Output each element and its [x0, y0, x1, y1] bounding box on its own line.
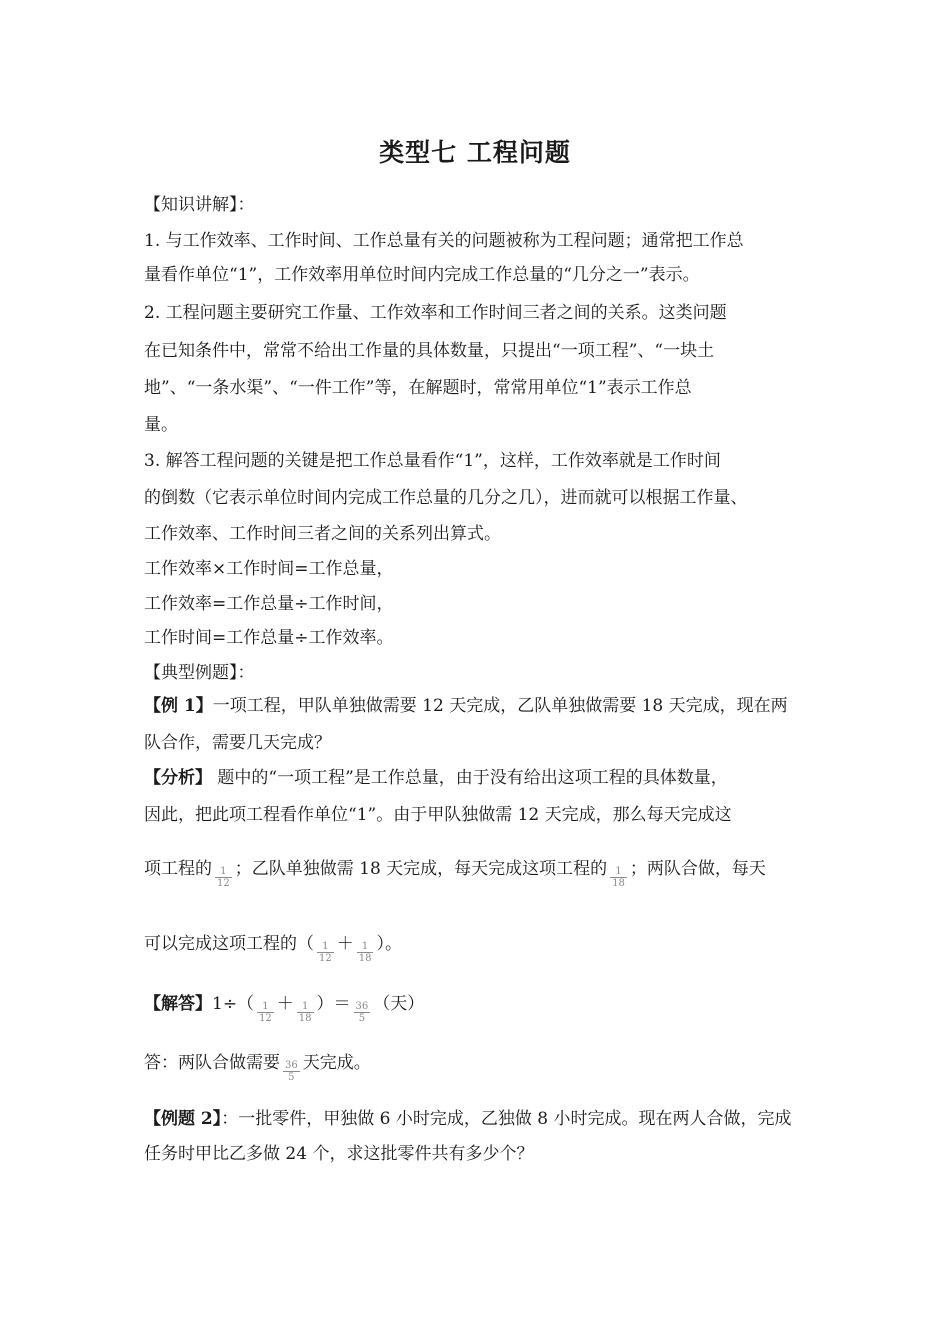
answer-part-a: 1÷（: [212, 994, 255, 1014]
formula-2: 工作效率=工作总量÷工作时间，: [144, 594, 394, 614]
fraction-denominator: 12: [319, 953, 332, 964]
knowledge-1-line-2: 量看作单位“1”，工作效率用单位时间内完成工作总量的“几分之一”表示。: [144, 265, 700, 285]
fraction-denominator: 12: [217, 878, 230, 889]
analysis-line-3-part-c: ；两队合做，每天: [629, 859, 766, 879]
fraction-36-5: [354, 1001, 371, 1024]
fraction-denominator: 5: [288, 1072, 295, 1083]
knowledge-3-line-2: 的倒数（它表示单位时间内完成工作总量的几分之几），进而就可以根据工作量、: [144, 488, 748, 508]
example-2-text: ：一批零件，甲独做 6 小时完成，乙独做 8 小时完成。现在两人合做，完成: [221, 1109, 792, 1129]
fraction-denominator: 18: [358, 953, 372, 964]
page-title: 类型七 工程问题: [379, 138, 571, 167]
fraction-denominator: 18: [612, 878, 625, 889]
formula-1: 工作效率×工作时间=工作总量，: [144, 559, 394, 579]
fraction-1-18: [610, 866, 627, 889]
analysis-line-4: [144, 933, 810, 964]
knowledge-1-line-1: 1. 与工作效率、工作时间、工作总量有关的问题被称为工程问题；通常把工作总: [144, 231, 744, 251]
knowledge-2-line-2: 在已知条件中，常常不给出工作量的具体数量，只提出“一项工程”、“一块土: [144, 341, 715, 361]
knowledge-2-line-1: 2. 工程问题主要研究工作量、工作效率和工作时间三者之间的关系。这类问题: [144, 303, 727, 323]
answer-line: [144, 993, 810, 1024]
answer-unit: （天）: [373, 994, 425, 1014]
analysis-line-2: 因此，把此项工程看作单位“1”。由于甲队独做需 12 天完成，那么每天完成这: [144, 805, 732, 825]
fraction-numerator: 36: [285, 1060, 298, 1071]
analysis-text: 题中的“一项工程”是工作总量，由于没有给出这项工程的具体数量，: [212, 768, 728, 788]
answer-part-b: ）＝: [316, 994, 351, 1014]
knowledge-heading: 【知识讲解】：: [144, 195, 255, 215]
example-1-line-1: [144, 695, 810, 717]
knowledge-2-line-4: 量。: [144, 415, 178, 435]
answer-label: 【解答】: [144, 994, 212, 1014]
analysis-line-3-part-a: 项工程的: [144, 859, 212, 879]
knowledge-3-line-3: 工作效率、工作时间三者之间的关系列出算式。: [144, 524, 501, 544]
fraction-denominator: 5: [358, 1013, 366, 1024]
reply-part-a: 答：两队合做需要: [144, 1053, 280, 1073]
fraction-numerator: 1: [357, 941, 374, 953]
analysis-line-4-part-a: 可以完成这项工程的（: [144, 934, 314, 954]
fraction-numerator: 1: [215, 866, 232, 878]
plus-sign: ＋: [336, 934, 354, 954]
fraction-1-12: [215, 866, 232, 889]
analysis-line-1: [144, 767, 810, 789]
fraction-numerator: 1: [297, 1001, 314, 1013]
knowledge-3-line-1: 3. 解答工程问题的关键是把工作总量看作“1”，这样，工作效率就是工作时间: [144, 451, 721, 471]
analysis-line-3-part-b: ；乙队单独做需 18 天完成，每天完成这项工程的: [234, 859, 608, 879]
fraction-1-12: [257, 1001, 274, 1024]
example-1-line-2: 队合作，需要几天完成？: [144, 733, 331, 753]
fraction-numerator: 1: [610, 866, 627, 878]
formula-3: 工作时间=工作总量÷工作效率。: [144, 628, 394, 648]
fraction-numerator: 1: [257, 1001, 274, 1013]
fraction-1-12: [317, 941, 334, 964]
reply-part-b: 天完成。: [302, 1053, 371, 1073]
example-2-line-1: [144, 1108, 810, 1130]
fraction-1-18: [357, 941, 374, 964]
example-2-line-2: 任务时甲比乙多做 24 个，求这批零件共有多少个？: [144, 1144, 534, 1164]
example-1-text: 一项工程，甲队单独做需要 12 天完成，乙队单独做需要 18 天完成，现在两: [212, 696, 788, 716]
example-1-label: 【例 1】: [144, 696, 213, 716]
fraction-1-18: [297, 1001, 314, 1024]
fraction-36-5: [283, 1060, 300, 1083]
plus-sign: ＋: [276, 994, 294, 1014]
fraction-denominator: 12: [259, 1013, 272, 1024]
fraction-numerator: 36: [355, 1001, 369, 1012]
example-2-label: 【例题 2】: [144, 1109, 222, 1129]
analysis-label: 【分析】: [144, 768, 212, 788]
fraction-numerator: 1: [317, 941, 334, 953]
examples-heading: 【典型例题】：: [144, 663, 255, 683]
analysis-line-3: [144, 858, 810, 889]
reply-line: [144, 1052, 810, 1083]
knowledge-2-line-3: 地”、“一条水渠”、“一件工作”等，在解题时，常常用单位“1”表示工作总: [144, 378, 692, 398]
fraction-denominator: 18: [298, 1013, 312, 1024]
analysis-line-4-part-b: ）。: [376, 934, 402, 954]
